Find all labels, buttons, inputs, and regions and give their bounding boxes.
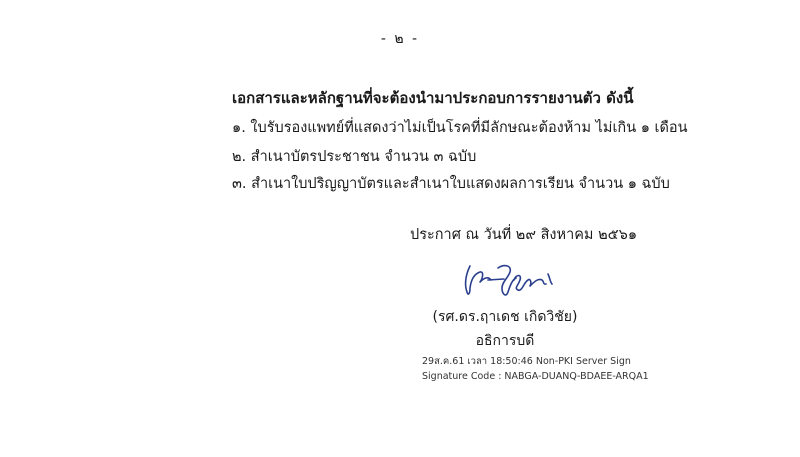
page-number: - ๒ - xyxy=(380,31,420,47)
announcement-date: ประกาศ ณ วันที่ ๒๙ สิงหาคม ๒๕๖๑ xyxy=(410,227,638,243)
signature-code: Signature Code : NABGA-DUANQ-BDAEE-ARQA1 xyxy=(422,371,649,382)
list-item: ๓. สำเนาใบปริญญาบัตรและสำเนาใบแสดงผลการเรียน จำนวน ๑ ฉบับ xyxy=(232,176,670,192)
signer-name: (รศ.ดร.ฤาเดช เกิดวิชัย) xyxy=(432,309,578,325)
list-item: ๒. สำเนาบัตรประชาชน จำนวน ๓ ฉบับ xyxy=(232,149,477,165)
document-heading: เอกสารและหลักฐานที่จะต้องนำมาประกอบการรายงานตัว ดังนี้ xyxy=(232,89,634,107)
signer-title: อธิการบดี xyxy=(475,333,535,349)
handwritten-signature xyxy=(458,258,558,302)
signature-timestamp: 29ส.ค.61 เวลา 18:50:46 Non-PKI Server Sign xyxy=(422,356,631,367)
list-item: ๑. ใบรับรองแพทย์ที่แสดงว่าไม่เป็นโรคที่มีลักษณะต้องห้าม ไม่เกิน ๑ เดือน xyxy=(232,120,688,136)
